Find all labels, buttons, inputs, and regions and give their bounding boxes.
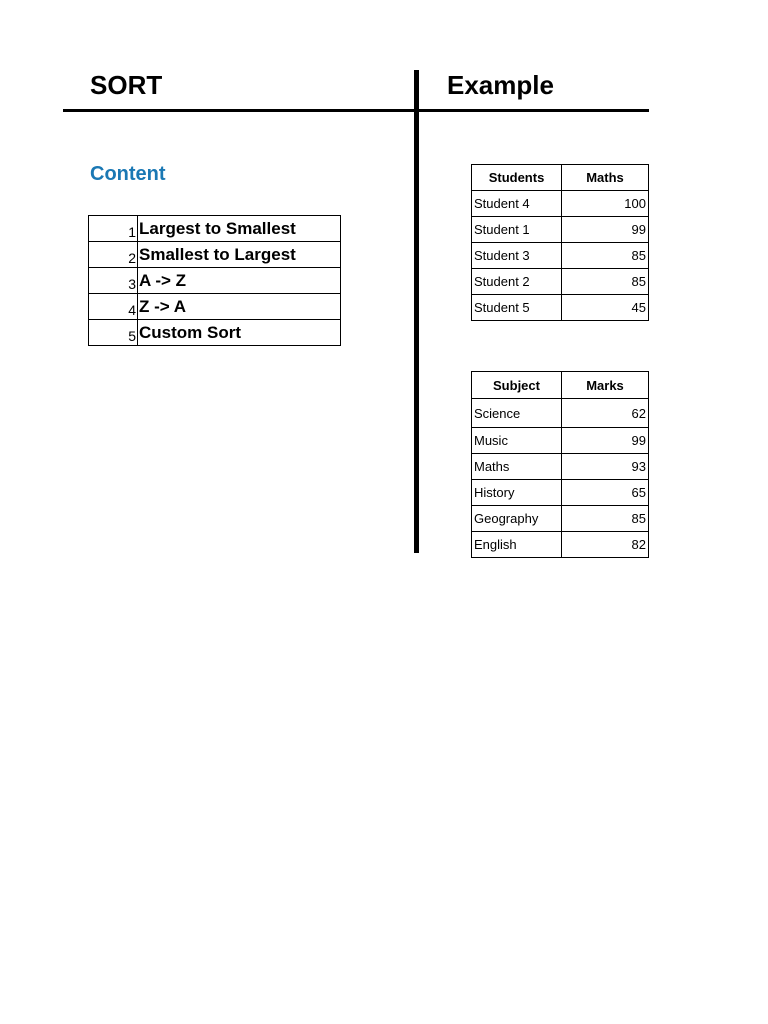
subject-name-cell: Geography [472, 506, 562, 532]
marks-cell: 99 [562, 428, 649, 454]
content-row-number: 4 [89, 294, 138, 320]
maths-score-cell: 85 [562, 269, 649, 295]
content-row [89, 216, 341, 242]
content-row-number: 5 [89, 320, 138, 346]
content-row [89, 268, 341, 294]
content-row-label: Largest to Smallest [138, 216, 341, 242]
content-row [89, 294, 341, 320]
table-row [472, 399, 649, 428]
student-name-cell: Student 4 [472, 191, 562, 217]
student-name-cell: Student 1 [472, 217, 562, 243]
table-row [472, 243, 649, 269]
table-row [472, 454, 649, 480]
content-row [89, 242, 341, 268]
content-row-label: Z -> A [138, 294, 341, 320]
table-row [472, 532, 649, 558]
maths-score-cell: 100 [562, 191, 649, 217]
subject-name-cell: Music [472, 428, 562, 454]
content-row-label: Custom Sort [138, 320, 341, 346]
marks-cell: 62 [562, 399, 649, 428]
table-row [472, 506, 649, 532]
marks-cell: 82 [562, 532, 649, 558]
student-name-cell: Student 3 [472, 243, 562, 269]
content-table [88, 215, 341, 346]
content-row-number: 1 [89, 216, 138, 242]
subject-name-cell: Maths [472, 454, 562, 480]
maths-column-header: Maths [562, 165, 649, 191]
maths-score-cell: 85 [562, 243, 649, 269]
table-row [472, 295, 649, 321]
marks-cell: 85 [562, 506, 649, 532]
subject-name-cell: History [472, 480, 562, 506]
maths-score-cell: 45 [562, 295, 649, 321]
content-row-number: 2 [89, 242, 138, 268]
subject-name-cell: Science [472, 399, 562, 428]
vertical-divider [414, 70, 419, 553]
table-header-row [472, 165, 649, 191]
content-row-number: 3 [89, 268, 138, 294]
table-row [472, 269, 649, 295]
content-row-label: A -> Z [138, 268, 341, 294]
content-row [89, 320, 341, 346]
table-row [472, 480, 649, 506]
subject-column-header: Subject [472, 372, 562, 399]
subject-name-cell: English [472, 532, 562, 558]
table-row [472, 428, 649, 454]
students-table [471, 164, 649, 321]
subjects-table [471, 371, 649, 558]
student-name-cell: Student 2 [472, 269, 562, 295]
marks-cell: 65 [562, 480, 649, 506]
horizontal-divider [63, 109, 649, 112]
maths-score-cell: 99 [562, 217, 649, 243]
content-row-label: Smallest to Largest [138, 242, 341, 268]
students-column-header: Students [472, 165, 562, 191]
table-row [472, 217, 649, 243]
student-name-cell: Student 5 [472, 295, 562, 321]
example-heading: Example [447, 70, 554, 100]
content-title: Content [90, 163, 166, 185]
table-header-row [472, 372, 649, 399]
marks-column-header: Marks [562, 372, 649, 399]
sort-heading: SORT [90, 70, 163, 100]
marks-cell: 93 [562, 454, 649, 480]
table-row [472, 191, 649, 217]
